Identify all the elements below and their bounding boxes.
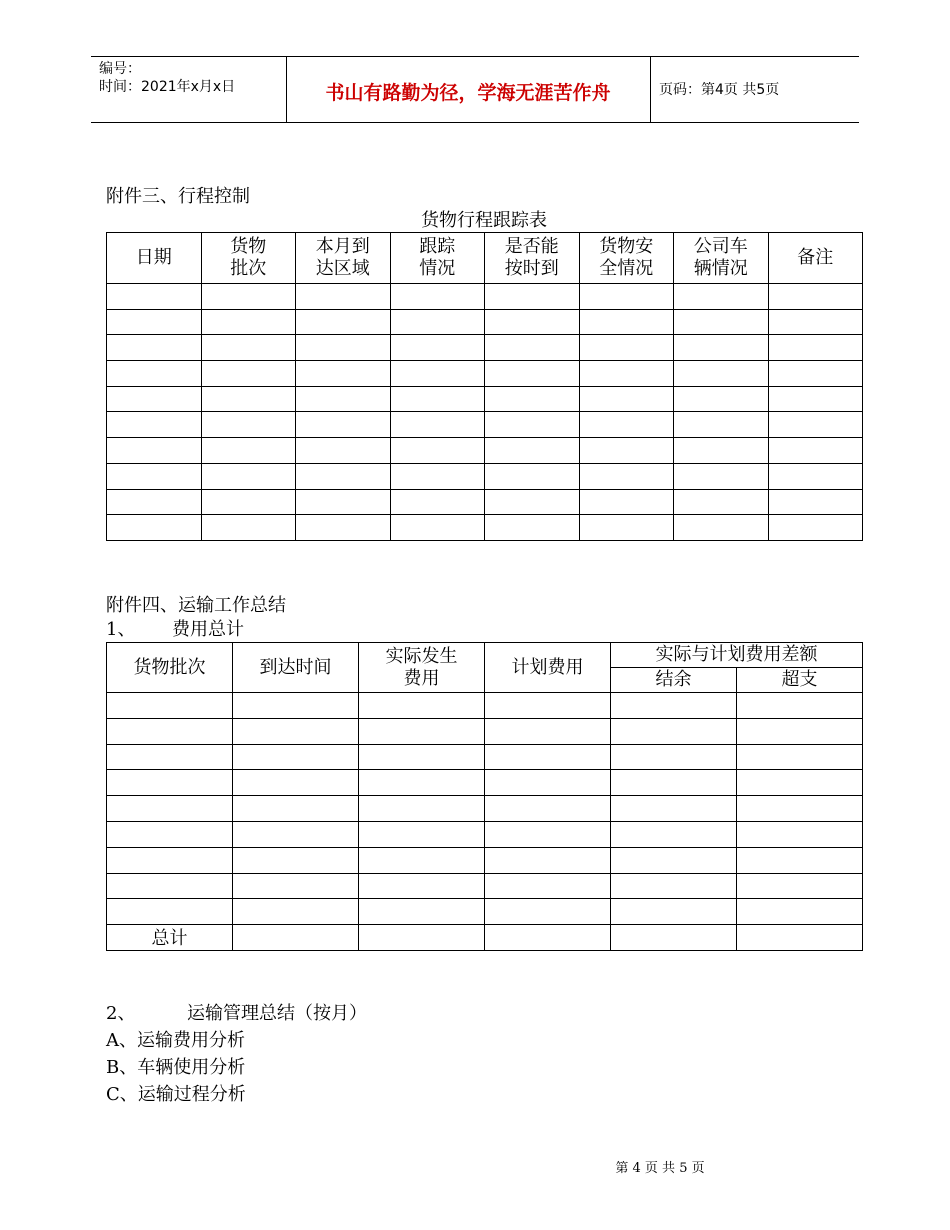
- page-footer: 第 4 页 共 5 页: [615, 1161, 705, 1176]
- table-cell: [768, 335, 863, 361]
- table-row: [107, 847, 863, 873]
- cost-difference-header: [611, 643, 863, 668]
- tracking-header-cell-5: [485, 233, 580, 284]
- tracking-table-title: 货物行程跟踪表: [421, 210, 547, 231]
- cost-header-cell-3: [359, 643, 485, 693]
- table-cell: [485, 412, 580, 438]
- table-cell: [579, 309, 674, 335]
- table-cell: [485, 386, 580, 412]
- table-cell: [107, 847, 233, 873]
- cost-difference-subheader-1-text: 结余: [655, 669, 692, 690]
- table-cell: [233, 925, 359, 951]
- header-divider-right: [650, 56, 651, 122]
- header-bottom-rule: [91, 122, 859, 123]
- table-cell: [201, 284, 296, 310]
- table-cell: [485, 821, 611, 847]
- table-cell: [674, 386, 769, 412]
- cost-summary-table: [106, 642, 863, 951]
- table-cell: [674, 284, 769, 310]
- table-cell: [359, 718, 485, 744]
- section3-heading: 附件三、行程控制: [106, 186, 250, 207]
- table-cell: [359, 693, 485, 719]
- analysis-item-a: A、运输费用分析: [106, 1030, 245, 1051]
- cost-difference-subheader-1: [611, 668, 737, 693]
- tracking-header-cell-3: [296, 233, 391, 284]
- table-row: [107, 770, 863, 796]
- table-cell: [390, 309, 485, 335]
- table-cell: [768, 361, 863, 387]
- table-cell: [485, 515, 580, 541]
- table-cell: [359, 821, 485, 847]
- tracking-header-cell-4-text: 情况: [419, 258, 456, 279]
- table-row: [107, 873, 863, 899]
- table-row: [107, 309, 863, 335]
- table-cell: [233, 693, 359, 719]
- table-cell: [579, 284, 674, 310]
- table-cell: [359, 873, 485, 899]
- table-cell: [579, 386, 674, 412]
- table-cell: [485, 284, 580, 310]
- table-cell: [107, 899, 233, 925]
- table-cell: [107, 438, 202, 464]
- table-cell: [390, 386, 485, 412]
- table-cell: [737, 925, 863, 951]
- table-cell: [485, 463, 580, 489]
- cost-header-row: [107, 643, 863, 668]
- table-cell: [611, 693, 737, 719]
- tracking-header-cell-3-text: 达区域: [315, 258, 370, 279]
- table-row: [107, 412, 863, 438]
- table-cell: [674, 412, 769, 438]
- cost-total-row: [107, 925, 863, 951]
- table-row: [107, 438, 863, 464]
- table-cell: [296, 438, 391, 464]
- table-cell: [107, 515, 202, 541]
- table-cell: [579, 412, 674, 438]
- table-cell: [674, 489, 769, 515]
- table-cell: [768, 386, 863, 412]
- analysis-item-b: B、车辆使用分析: [106, 1057, 246, 1078]
- table-cell: [768, 412, 863, 438]
- tracking-header-cell-2-text: 货物: [230, 236, 267, 257]
- tracking-header-cell-1-text: 日期: [135, 247, 172, 268]
- table-cell: [107, 489, 202, 515]
- table-cell: [296, 284, 391, 310]
- table-cell: [768, 489, 863, 515]
- cost-total-label-text: 总计: [151, 927, 188, 949]
- table-cell: [296, 361, 391, 387]
- table-cell: [107, 796, 233, 822]
- table-cell: [201, 489, 296, 515]
- table-cell: [201, 412, 296, 438]
- cargo-tracking-table: [106, 232, 863, 541]
- table-cell: [485, 309, 580, 335]
- table-cell: [737, 718, 863, 744]
- tracking-header-cell-2-text: 批次: [230, 258, 267, 279]
- table-cell: [296, 386, 391, 412]
- document-date-label: 时间：2021年x月x日: [99, 79, 236, 95]
- table-cell: [201, 361, 296, 387]
- tracking-header-cell-4-text: 跟踪: [419, 236, 456, 257]
- tracking-header-cell-4: [390, 233, 485, 284]
- table-cell: [359, 899, 485, 925]
- table-cell: [485, 718, 611, 744]
- table-cell: [107, 463, 202, 489]
- table-cell: [737, 744, 863, 770]
- subsection2-title: 运输管理总结（按月）: [187, 1003, 367, 1024]
- table-cell: [107, 693, 233, 719]
- table-cell: [390, 438, 485, 464]
- cost-header-cell-4-text: 计划费用: [511, 656, 584, 678]
- table-row: [107, 463, 863, 489]
- tracking-header-cell-8: [768, 233, 863, 284]
- cost-difference-header-text: 实际与计划费用差额: [655, 644, 818, 665]
- table-cell: [107, 335, 202, 361]
- table-cell: [107, 770, 233, 796]
- table-row: [107, 744, 863, 770]
- table-cell: [485, 744, 611, 770]
- table-cell: [674, 463, 769, 489]
- cost-header-cell-3-text: 实际发生: [385, 645, 458, 667]
- tracking-header-cell-3-text: 本月到: [315, 236, 370, 257]
- table-cell: [233, 873, 359, 899]
- table-cell: [296, 463, 391, 489]
- table-row: [107, 489, 863, 515]
- table-cell: [674, 335, 769, 361]
- cost-header-cell-1-text: 货物批次: [133, 656, 206, 678]
- table-cell: [201, 335, 296, 361]
- table-row: [107, 386, 863, 412]
- table-cell: [768, 515, 863, 541]
- table-cell: [611, 873, 737, 899]
- table-cell: [611, 796, 737, 822]
- header-top-rule: [91, 56, 859, 57]
- cost-header-cell-2-text: 到达时间: [259, 656, 332, 678]
- table-cell: [485, 873, 611, 899]
- table-row: [107, 284, 863, 310]
- tracking-header-cell-6: [579, 233, 674, 284]
- cost-header-cell-2: [233, 643, 359, 693]
- table-cell: [296, 515, 391, 541]
- table-cell: [737, 796, 863, 822]
- table-row: [107, 899, 863, 925]
- table-cell: [674, 309, 769, 335]
- table-cell: [107, 412, 202, 438]
- cost-header-cell-3-text: 费用: [403, 667, 440, 689]
- table-cell: [737, 693, 863, 719]
- table-cell: [579, 463, 674, 489]
- table-cell: [107, 821, 233, 847]
- table-cell: [390, 361, 485, 387]
- table-cell: [485, 361, 580, 387]
- table-cell: [485, 335, 580, 361]
- table-cell: [233, 744, 359, 770]
- table-cell: [201, 438, 296, 464]
- table-cell: [674, 361, 769, 387]
- table-cell: [390, 489, 485, 515]
- table-cell: [579, 438, 674, 464]
- tracking-header-cell-7: [674, 233, 769, 284]
- table-cell: [737, 821, 863, 847]
- document-number-label: 编号：: [99, 61, 141, 77]
- section4-heading: 附件四、运输工作总结: [106, 595, 286, 616]
- cost-total-label: [107, 925, 233, 951]
- table-cell: [201, 309, 296, 335]
- table-cell: [359, 770, 485, 796]
- table-row: [107, 718, 863, 744]
- tracking-header-cell-6-text: 货物安: [599, 236, 654, 257]
- table-cell: [359, 744, 485, 770]
- tracking-header-cell-6-text: 全情况: [599, 258, 654, 279]
- table-cell: [359, 925, 485, 951]
- table-cell: [107, 361, 202, 387]
- subsection1-number: 1、: [106, 619, 136, 640]
- table-row: [107, 821, 863, 847]
- table-cell: [296, 489, 391, 515]
- table-cell: [296, 412, 391, 438]
- table-row: [107, 361, 863, 387]
- table-cell: [485, 796, 611, 822]
- table-cell: [737, 847, 863, 873]
- table-cell: [390, 284, 485, 310]
- table-cell: [390, 515, 485, 541]
- cost-difference-subheader-2-text: 超支: [781, 669, 818, 690]
- table-cell: [485, 847, 611, 873]
- table-cell: [768, 309, 863, 335]
- tracking-header-row: [107, 233, 863, 284]
- table-cell: [233, 899, 359, 925]
- table-cell: [390, 412, 485, 438]
- table-cell: [485, 438, 580, 464]
- table-row: [107, 335, 863, 361]
- table-cell: [107, 386, 202, 412]
- table-cell: [485, 489, 580, 515]
- table-cell: [359, 796, 485, 822]
- table-cell: [674, 515, 769, 541]
- table-cell: [579, 361, 674, 387]
- table-cell: [296, 335, 391, 361]
- table-cell: [611, 847, 737, 873]
- table-cell: [737, 873, 863, 899]
- table-cell: [485, 693, 611, 719]
- table-cell: [611, 744, 737, 770]
- table-cell: [233, 821, 359, 847]
- table-cell: [201, 386, 296, 412]
- table-cell: [611, 821, 737, 847]
- table-cell: [579, 515, 674, 541]
- subsection1-title: 费用总计: [172, 619, 244, 640]
- header-page-label: 页码：第4页 共5页: [659, 82, 780, 98]
- subsection2-number: 2、: [106, 1003, 136, 1024]
- table-cell: [233, 718, 359, 744]
- table-cell: [485, 770, 611, 796]
- table-cell: [485, 925, 611, 951]
- tracking-header-cell-5-text: 按时到: [504, 258, 559, 279]
- table-cell: [107, 309, 202, 335]
- cost-difference-subheader-2: [737, 668, 863, 693]
- cost-header-cell-4: [485, 643, 611, 693]
- table-cell: [768, 463, 863, 489]
- table-cell: [611, 718, 737, 744]
- table-cell: [233, 770, 359, 796]
- table-cell: [107, 718, 233, 744]
- table-cell: [485, 899, 611, 925]
- table-cell: [390, 463, 485, 489]
- table-row: [107, 693, 863, 719]
- tracking-header-cell-8-text: 备注: [797, 247, 834, 268]
- table-cell: [390, 335, 485, 361]
- header-motto: 书山有路勤为径，学海无涯苦作舟: [325, 82, 611, 104]
- table-cell: [201, 463, 296, 489]
- tracking-header-cell-7-text: 公司车: [693, 236, 748, 257]
- table-cell: [768, 438, 863, 464]
- table-cell: [737, 899, 863, 925]
- table-cell: [107, 284, 202, 310]
- table-cell: [201, 515, 296, 541]
- table-cell: [233, 847, 359, 873]
- table-cell: [611, 925, 737, 951]
- analysis-item-c: C、运输过程分析: [106, 1084, 246, 1105]
- tracking-header-cell-1: [107, 233, 202, 284]
- table-cell: [611, 770, 737, 796]
- table-cell: [674, 438, 769, 464]
- table-cell: [611, 899, 737, 925]
- cost-header-cell-1: [107, 643, 233, 693]
- tracking-header-cell-2: [201, 233, 296, 284]
- table-cell: [107, 744, 233, 770]
- table-cell: [359, 847, 485, 873]
- table-cell: [737, 770, 863, 796]
- table-row: [107, 515, 863, 541]
- table-cell: [768, 284, 863, 310]
- table-cell: [296, 309, 391, 335]
- table-cell: [107, 873, 233, 899]
- table-cell: [579, 335, 674, 361]
- table-cell: [579, 489, 674, 515]
- table-row: [107, 796, 863, 822]
- tracking-header-cell-7-text: 辆情况: [693, 258, 748, 279]
- tracking-header-cell-5-text: 是否能: [504, 236, 559, 257]
- table-cell: [233, 796, 359, 822]
